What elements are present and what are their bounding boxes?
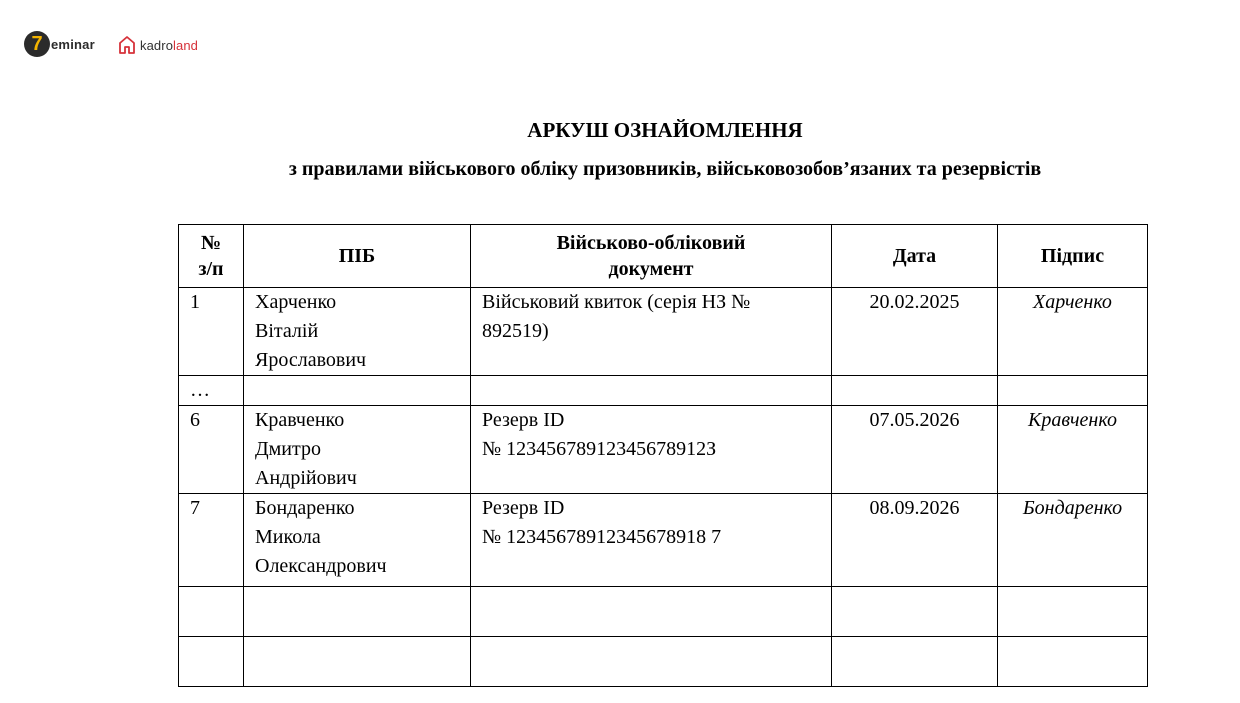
header-number-line1: № — [200, 232, 222, 254]
cell-name-line: Ярославович — [255, 349, 367, 371]
cell-number: 1 — [179, 288, 244, 376]
cell-number — [179, 587, 244, 637]
cell-date — [832, 376, 998, 406]
cell-document — [471, 494, 832, 587]
cell-name — [244, 494, 471, 587]
cell-name — [244, 376, 471, 406]
cell-signature: Кравченко — [998, 406, 1148, 494]
cell-name-line: Бондаренко — [255, 497, 355, 519]
cell-date — [832, 637, 998, 687]
document-subtitle: з правилами військового обліку призовників, військовозобов’язаних та резервістів — [288, 158, 1042, 180]
cell-document-line: Резерв ID — [482, 409, 565, 431]
header-name: ПІБ — [244, 225, 471, 288]
document-title: АРКУШ ОЗНАЙОМЛЕННЯ — [527, 118, 803, 142]
seminar-logo-badge: 7 — [24, 31, 50, 57]
header-number-line2: з/п — [198, 258, 224, 280]
header-date: Дата — [832, 225, 998, 288]
cell-signature: Бондаренко — [998, 494, 1148, 587]
seminar-logo-word: eminar — [51, 36, 95, 52]
cell-document-line: 892519) — [482, 320, 549, 342]
cell-name-line: Андрійович — [255, 467, 357, 489]
cell-name — [244, 288, 471, 376]
cell-document-line: Військовий квиток (серія НЗ № — [482, 291, 751, 313]
kadroland-logo-word — [140, 38, 198, 53]
cell-number: 6 — [179, 406, 244, 494]
header-document-line2: документ — [608, 258, 694, 280]
cell-number: … — [179, 376, 244, 406]
cell-name-line: Дмитро — [255, 438, 321, 460]
cell-document-line: Резерв ID — [482, 497, 565, 519]
cell-name-line: Олександрович — [255, 555, 387, 577]
cell-signature — [998, 587, 1148, 637]
acknowledgement-table — [178, 224, 1148, 687]
cell-signature — [998, 637, 1148, 687]
cell-name-line: Віталій — [255, 320, 319, 342]
cell-document — [471, 637, 832, 687]
cell-number — [179, 637, 244, 687]
table-row-empty — [179, 637, 1148, 687]
header-number — [179, 225, 244, 288]
house-outline-icon — [118, 35, 136, 55]
table-row — [179, 288, 1148, 376]
header-document — [471, 225, 832, 288]
cell-date — [832, 587, 998, 637]
cell-name-line: Кравченко — [255, 409, 345, 431]
cell-name — [244, 406, 471, 494]
kadroland-logo — [118, 34, 198, 56]
table-row-empty — [179, 587, 1148, 637]
header-document-line1: Військово-обліковий — [556, 232, 746, 254]
cell-document — [471, 376, 832, 406]
cell-document-line: № 12345678912345678918 7 — [482, 526, 722, 548]
cell-number: 7 — [179, 494, 244, 587]
cell-name-line: Микола — [255, 526, 321, 548]
seminar-logo — [24, 30, 95, 58]
table-row — [179, 494, 1148, 587]
cell-document — [471, 587, 832, 637]
cell-name — [244, 587, 471, 637]
cell-date: 07.05.2026 — [832, 406, 998, 494]
cell-document — [471, 288, 832, 376]
cell-name — [244, 637, 471, 687]
cell-date: 20.02.2025 — [832, 288, 998, 376]
cell-date: 08.09.2026 — [832, 494, 998, 587]
kadroland-logo-word-main: kadro — [140, 37, 174, 53]
cell-name-line: Харченко — [255, 291, 337, 313]
kadroland-logo-word-accent: land — [173, 37, 199, 53]
table-header-row — [179, 225, 1148, 288]
table-row — [179, 376, 1148, 406]
header-signature: Підпис — [998, 225, 1148, 288]
table-row — [179, 406, 1148, 494]
cell-document — [471, 406, 832, 494]
cell-document-line: № 12345678912345678912З — [482, 438, 717, 460]
cell-signature: Харченко — [998, 288, 1148, 376]
cell-signature — [998, 376, 1148, 406]
